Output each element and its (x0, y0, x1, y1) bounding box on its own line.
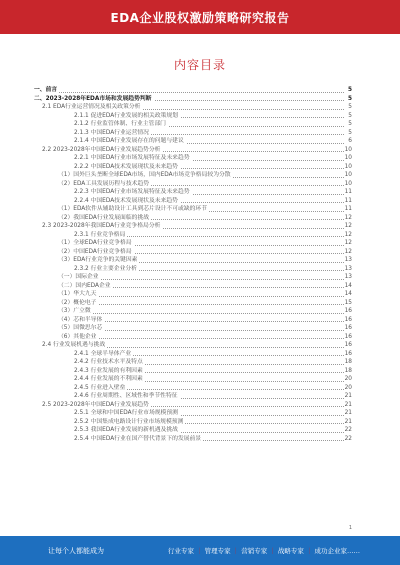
page-number: 1 (348, 525, 352, 531)
toc-entry[interactable] (34, 137, 352, 146)
toc-leader-dots (58, 304, 344, 305)
toc-entry[interactable] (34, 375, 352, 384)
toc-entry-title: 二、2023-2028年EDA市场和发展趋势判断 (34, 95, 152, 102)
report-header (0, 0, 400, 34)
toc-entry[interactable] (34, 214, 352, 223)
toc-entry[interactable] (34, 384, 352, 393)
toc-entry[interactable] (34, 146, 352, 155)
toc-entry-page: 10 (344, 172, 352, 178)
toc-entry-page: 5 (348, 121, 352, 127)
toc-entry-page: 10 (344, 163, 352, 170)
toc-entry-page: 16 (344, 308, 352, 314)
toc-entry-title: 2.1 EDA行业运营情况及相关政策分析 (42, 104, 141, 110)
toc-entry[interactable] (34, 265, 352, 274)
toc-entry-title: 2.2.2 中国EDA技术发展现状及未来趋势 (74, 163, 178, 170)
toc-entry-title: 一、前言 (34, 87, 58, 93)
toc-entry-page: 12 (344, 248, 352, 255)
toc-entry-page: 11 (344, 197, 352, 204)
toc-entry-page: 5 (348, 112, 352, 119)
toc-entry[interactable] (34, 324, 352, 333)
toc-entry-page: 21 (344, 410, 352, 416)
toc-entry-page: 18 (344, 367, 352, 374)
toc-entry-page: 5 (348, 104, 352, 110)
toc-entry-title: （4）芯和半导体 (58, 316, 103, 323)
toc-entry[interactable] (34, 333, 352, 342)
toc-entry[interactable] (34, 112, 352, 121)
toc-entry[interactable] (34, 239, 352, 248)
table-of-contents (34, 86, 352, 443)
toc-entry-page: 22 (344, 427, 352, 433)
toc-entry-page: 16 (344, 350, 352, 357)
toc-entry-title: 2.4.2 行业技术水平及特点 (74, 359, 143, 365)
toc-entry-title: （二）国内EDA企业 (58, 282, 111, 289)
footer-slogan: 让每个人都能成为 (48, 546, 104, 555)
toc-entry-title: 2.1.1 促进EDA行业发展的相关政策规划 (74, 112, 178, 119)
toc-entry[interactable] (34, 180, 352, 189)
toc-entry[interactable] (34, 299, 352, 308)
toc-entry-page: 16 (344, 342, 352, 348)
toc-entry-title: 2.4.1 全球半导体产业 (74, 350, 132, 357)
footer-tag: 行业专家 (167, 547, 194, 555)
toc-entry[interactable] (34, 316, 352, 325)
toc-entry-title: 2.3.2 行业主要企业分析 (74, 265, 137, 272)
toc-entry-page: 12 (344, 223, 352, 229)
toc-entry-title: 2.1.4 中国EDA行业发展存在的问题与建议 (74, 138, 184, 144)
toc-entry[interactable] (34, 103, 352, 112)
toc-entry-title: 2.5.2 中国集成电路设计行业市场规模预测 (74, 418, 184, 425)
toc-entry-page: 15 (344, 299, 352, 306)
toc-leader-dots (58, 313, 344, 314)
report-title: EDA企业股权激励策略研究报告 (110, 10, 290, 25)
toc-entry[interactable] (34, 418, 352, 427)
toc-leader-dots (58, 279, 344, 280)
toc-entry-page: 21 (344, 401, 352, 408)
toc-entry[interactable] (34, 401, 352, 410)
toc-heading: 内容目录 (173, 58, 226, 72)
toc-entry-page: 18 (344, 359, 352, 365)
toc-entry-page: 20 (344, 384, 352, 391)
toc-entry-title: 2.1.3 中国EDA行业运营情况 (74, 129, 149, 136)
toc-entry-title: 2.4.6 行业周期性、区域性和季节性特征 (74, 393, 178, 399)
toc-entry[interactable] (34, 341, 352, 350)
toc-entry-page: 10 (344, 155, 352, 161)
toc-entry[interactable] (34, 188, 352, 197)
toc-entry-page: 12 (344, 214, 352, 221)
toc-entry-title: （1）国外巨头垄断全球EDA市场，国内EDA市场竞争格局较为分散 (58, 172, 231, 178)
toc-entry[interactable] (34, 163, 352, 172)
toc-entry-page: 5 (347, 95, 352, 102)
toc-entry[interactable] (34, 409, 352, 418)
footer-tag: 成功企业家…… (314, 547, 360, 555)
toc-entry-title: 2.4 行业发展机遇与挑战 (42, 342, 106, 348)
toc-entry-title: （3）EDA行业竞争的关键因素 (58, 257, 138, 263)
toc-entry-title: 2.4.5 行业进入壁垒 (74, 384, 126, 391)
toc-entry[interactable] (34, 248, 352, 257)
toc-entry[interactable] (34, 350, 352, 359)
toc-entry-title: 2.5.1 全球和中国EDA行业市场规模预测 (74, 410, 178, 416)
toc-entry-page: 10 (344, 146, 352, 153)
toc-entry-title: 2.2.4 中国EDA技术发展现状及未来趋势 (74, 197, 178, 204)
toc-entry-page: 21 (344, 418, 352, 425)
toc-entry-page: 21 (344, 393, 352, 399)
toc-entry[interactable] (34, 129, 352, 138)
toc-entry[interactable] (34, 205, 352, 214)
toc-entry-page: 13 (344, 274, 352, 280)
toc-entry[interactable] (34, 222, 352, 231)
toc-entry-page: 16 (344, 333, 352, 340)
toc-entry[interactable] (34, 95, 352, 104)
toc-entry-title: 2.5.4 中国EDA行业在国产替代背景下的发展前景 (74, 435, 202, 442)
footer-tag: 管理专家 (204, 547, 231, 555)
toc-entry-title: 2.2.1 中国EDA行业市场发展特征及未来趋势 (74, 155, 190, 161)
toc-entry[interactable] (34, 86, 352, 95)
toc-entry-title: 2.3 2023-2028年我国EDA行业竞争格局分析 (42, 223, 161, 229)
toc-entry-title: （3）广立微 (58, 308, 91, 314)
toc-entry-title: （6）其他企业 (58, 333, 97, 340)
toc-entry[interactable] (34, 231, 352, 240)
toc-entry-page: 13 (344, 265, 352, 272)
toc-entry-title: 2.2 2023-2028年中国EDA行业发展趋势分析 (42, 146, 161, 153)
toc-entry-page: 13 (344, 257, 352, 263)
toc-entry-page: 20 (344, 376, 352, 382)
toc-entry[interactable] (34, 120, 352, 129)
toc-entry-page: 14 (344, 291, 352, 297)
footer-tag: 战略专家 (277, 547, 304, 555)
toc-leader-dots (34, 92, 344, 93)
toc-entry-page: 12 (344, 240, 352, 246)
toc-entry-page: 5 (347, 87, 352, 93)
toc-entry-page: 10 (344, 180, 352, 187)
toc-entry[interactable] (34, 358, 352, 367)
toc-entry-title: 2.3.1 行业竞争格局 (74, 231, 126, 238)
toc-entry-page: 16 (344, 316, 352, 323)
toc-entry[interactable] (34, 290, 352, 299)
toc-entry-title: （2）我国EDA行业发展面临的挑战 (58, 214, 150, 221)
toc-entry-title: 2.4.4 行业发展的不利因素 (74, 376, 143, 382)
toc-entry[interactable] (34, 273, 352, 282)
toc-entry-title: （1）EDA软件从辅助设计工具到芯片设计不可或缺的环节 (58, 206, 208, 212)
toc-entry-title: 2.5.3 我国EDA行业发展的新机遇及挑战 (74, 427, 178, 433)
toc-entry[interactable] (34, 426, 352, 435)
toc-entry[interactable] (34, 256, 352, 265)
toc-entry-title: （1）华大九天 (58, 291, 97, 297)
toc-entry-title: （1）全球EDA行业竞争格局 (58, 240, 132, 246)
footer-banner (0, 536, 400, 565)
toc-entry[interactable] (34, 154, 352, 163)
toc-entry[interactable] (34, 307, 352, 316)
toc-entry[interactable] (34, 282, 352, 291)
toc-entry[interactable] (34, 435, 352, 444)
toc-entry-title: （2）EDA工具发展历程与技术趋势 (58, 180, 150, 187)
toc-entry-title: （2）概伦电子 (58, 299, 97, 306)
toc-entry-title: 2.2.3 中国EDA行业市场发展特征及未来趋势 (74, 189, 190, 195)
toc-entry-page: 6 (348, 138, 352, 144)
toc-entry[interactable] (34, 392, 352, 401)
footer-tags: 行业专家 ｜ 管理专家 ｜ 营销专家 ｜ 战略专家 ｜ 成功企业家…… (167, 547, 360, 555)
toc-leader-dots (58, 296, 344, 297)
footer-tag: 营销专家 (241, 547, 268, 555)
toc-entry[interactable] (34, 171, 352, 180)
toc-entry[interactable] (34, 367, 352, 376)
toc-entry-page: 14 (344, 282, 352, 289)
toc-entry-title: （2）中国EDA行业竞争格局 (58, 248, 132, 255)
toc-entry-page: 12 (344, 231, 352, 238)
toc-entry-page: 16 (344, 325, 352, 331)
toc-entry-title: （5）国微思尔芯 (58, 325, 103, 331)
toc-entry-title: 2.4.3 行业发展的有利因素 (74, 367, 143, 374)
toc-entry-page: 11 (344, 189, 352, 195)
toc-entry-title: （一）国际企业 (58, 274, 99, 280)
toc-entry-page: 5 (348, 129, 352, 136)
toc-entry-page: 22 (344, 435, 352, 442)
toc-leader-dots (58, 338, 344, 339)
toc-entry-title: 2.5 2023-2028年中国EDA行业发展趋势 (42, 401, 149, 408)
toc-entry-title: 2.1.2 行业监管体制、行业主管部门 (74, 121, 166, 127)
toc-entry[interactable] (34, 197, 352, 206)
toc-entry-page: 11 (344, 206, 352, 212)
